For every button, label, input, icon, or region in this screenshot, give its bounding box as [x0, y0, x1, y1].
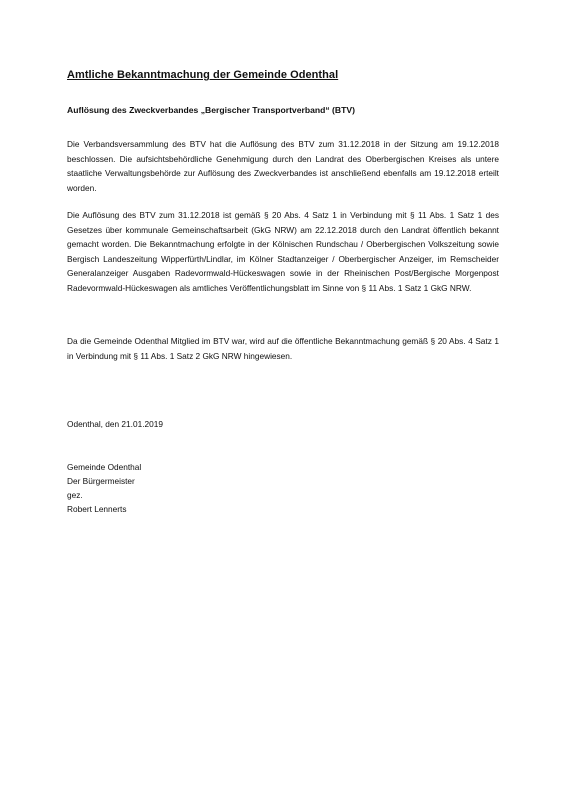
- signature-name: Robert Lennerts: [67, 504, 127, 514]
- place-date: Odenthal, den 21.01.2019: [67, 419, 163, 429]
- signature-gez: gez.: [67, 490, 83, 500]
- document-subtitle: Auflösung des Zweckverbandes „Bergischer Transportverband“ (BTV): [67, 105, 355, 115]
- signature-role: Der Bürgermeister: [67, 476, 135, 486]
- paragraph-dissolution-decision: Die Verbandsversammlung des BTV hat die Auflösung des BTV zum 31.12.2018 in der Sitzung am 19.12.2018 beschlossen. Die aufsichtsbehördliche Genehmigung durch den Landrat des Oberbergischen Kreises als untere staatliche Verwaltungsbehörde zur Auflösung des Zweckverbandes ist anschließend ebenfalls am 19.12.2018 erteilt worden.: [67, 139, 499, 193]
- document-title: Amtliche Bekanntmachung der Gemeinde Odenthal: [67, 69, 339, 81]
- signature-municipality: Gemeinde Odenthal: [67, 462, 142, 472]
- paragraph-notice: Da die Gemeinde Odenthal Mitglied im BTV war, wird auf die öffentliche Bekanntmachung gemäß § 20 Abs. 4 Satz 1 in Verbindung mit § 11 Abs. 1 Satz 2 GkG NRW hingewiesen.: [67, 336, 499, 361]
- paragraph-publication: Die Auflösung des BTV zum 31.12.2018 ist gemäß § 20 Abs. 4 Satz 1 in Verbindung mit § 11 Abs. 1 Satz 1 des Gesetzes über kommunale Gemeinschaftsarbeit (GkG NRW) am 22.12.2018 durch den Landrat öffentlich bekannt gemacht worden. Die Bekanntmachung erfolgte in der Kölnischen Rundschau / Oberbergischen Volkszeitung sowie Bergisch Landeszeitung Wipperfürth/Lindlar, im Kölner Stadtanzeiger / Oberbergischer Anzeiger, im Remscheider Generalanzeiger Ausgaben Radevormwald-Hückeswagen sowie in der Rheinischen Post/Bergische Morgenpost Radevormwald-Hückeswagen als amtliches Veröffentlichungsblatt im Sinne von § 11 Abs. 1 Satz 1 GkG NRW.: [67, 210, 499, 293]
